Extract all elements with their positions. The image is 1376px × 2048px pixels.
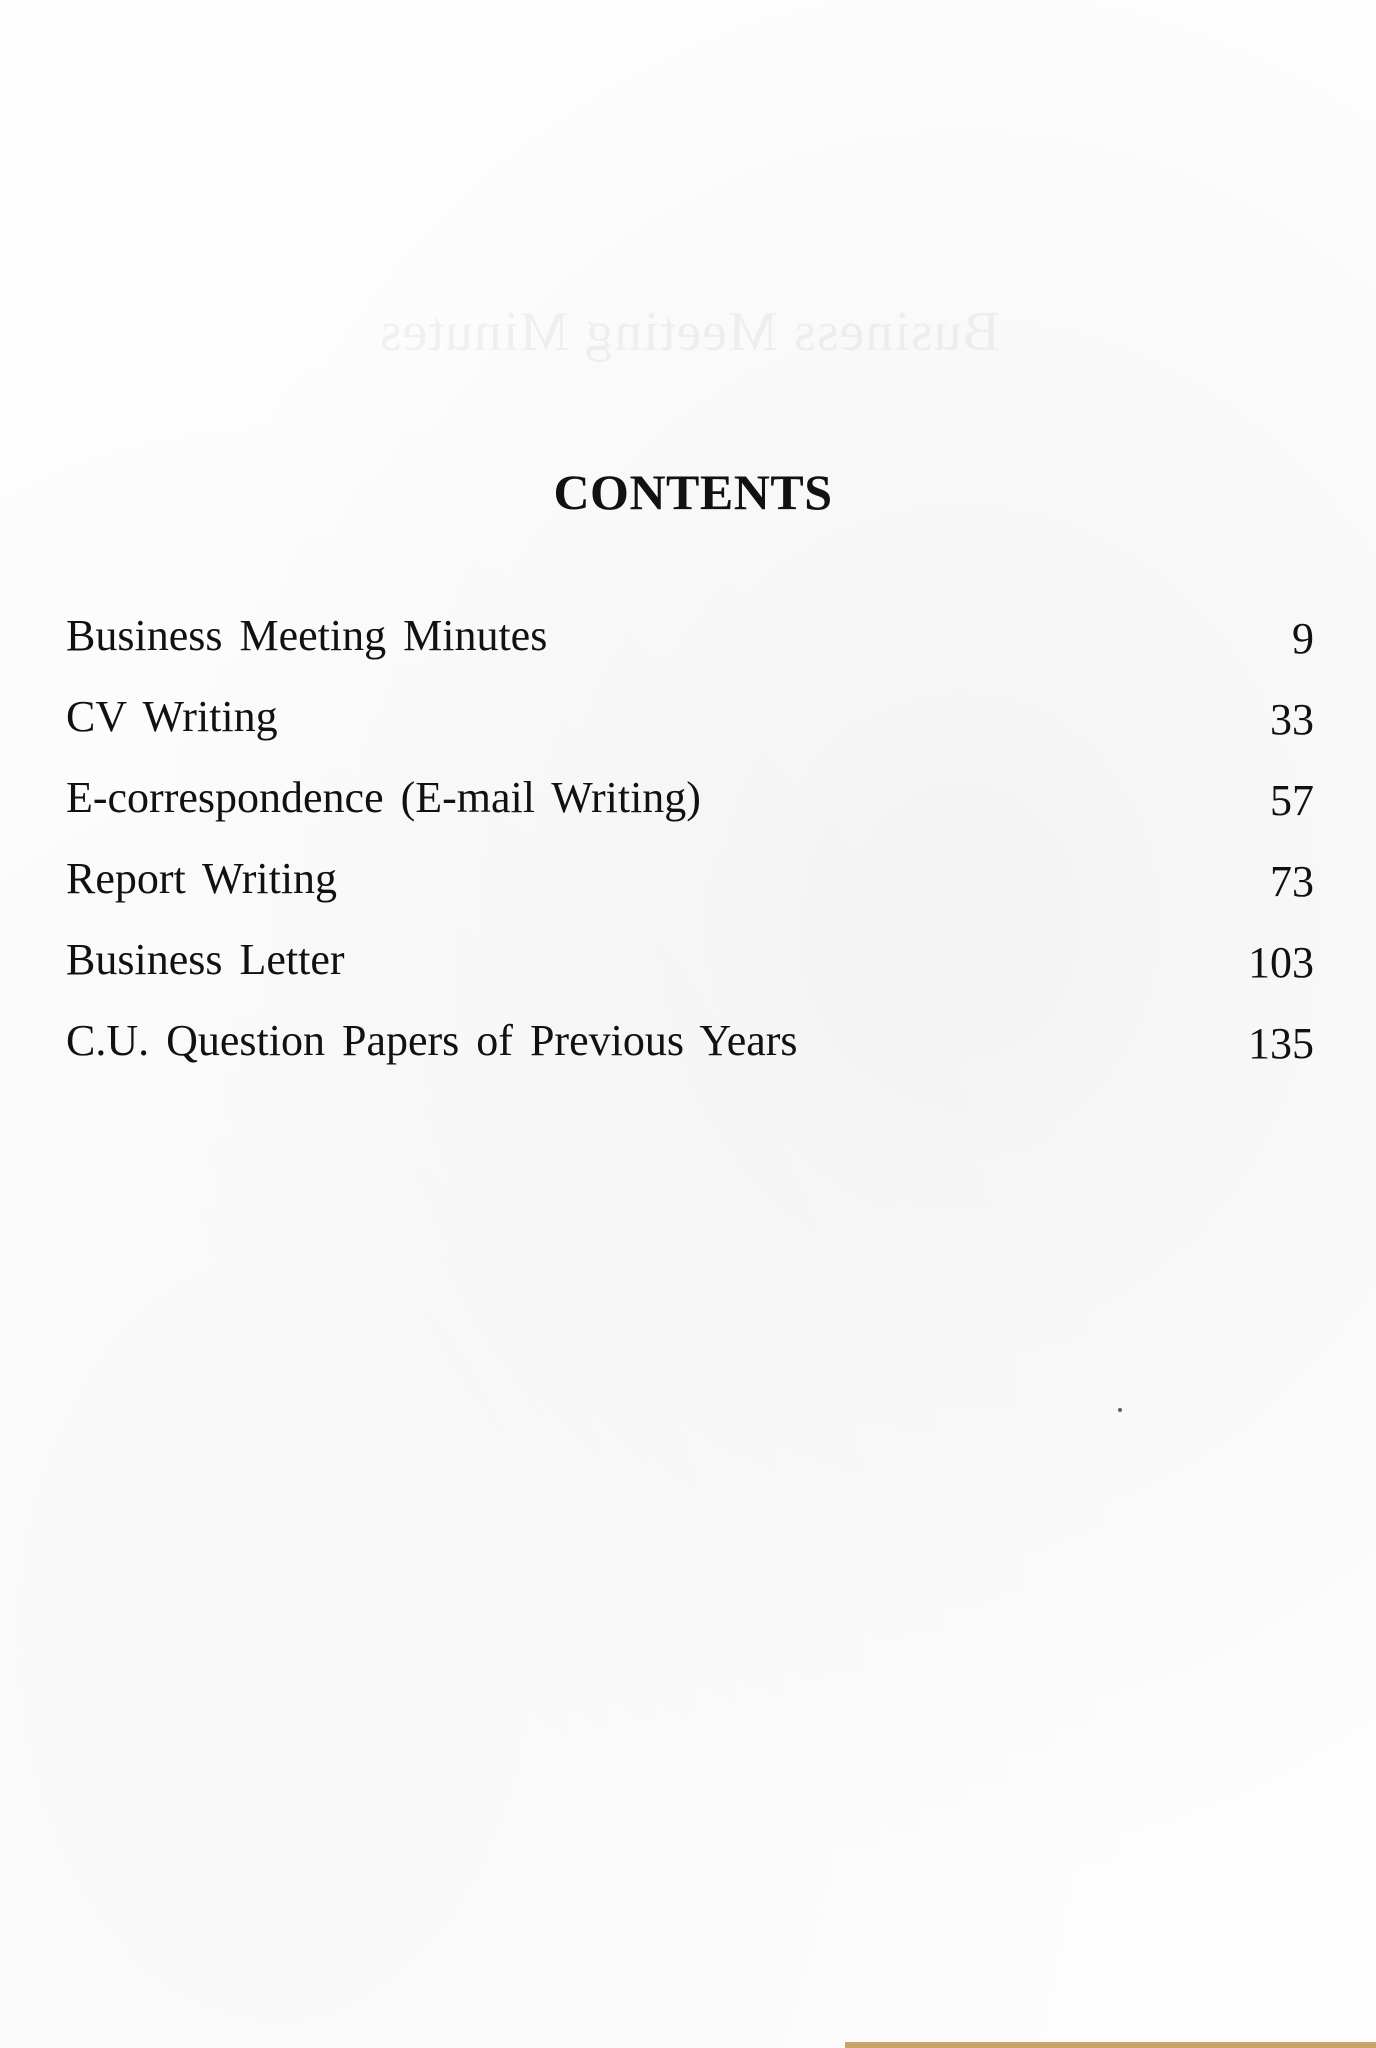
table-of-contents xyxy=(66,606,1314,1092)
toc-entry-page-number: 9 xyxy=(1292,614,1314,663)
toc-entry xyxy=(66,1011,1314,1092)
toc-entry-title: Business Meeting Minutes xyxy=(66,611,548,660)
toc-entry xyxy=(66,849,1314,930)
toc-entry xyxy=(66,687,1314,768)
toc-entry xyxy=(66,606,1314,687)
toc-entry-page-number: 135 xyxy=(1248,1019,1314,1068)
toc-entry-title: C.U. Question Papers of Previous Years xyxy=(66,1016,798,1065)
page-edge-strip xyxy=(845,2042,1376,2048)
toc-entry-page-number: 33 xyxy=(1270,695,1314,744)
toc-entry-title: Business Letter xyxy=(66,935,345,984)
toc-entry-page-number: 57 xyxy=(1270,776,1314,825)
bleed-through-text xyxy=(379,300,1000,364)
toc-entry-title: E-correspondence (E-mail Writing) xyxy=(66,773,701,822)
toc-entry xyxy=(66,930,1314,1011)
toc-entry-page-number: 103 xyxy=(1248,938,1314,987)
toc-entry-title: CV Writing xyxy=(66,692,278,741)
toc-entry-title: Report Writing xyxy=(66,854,338,903)
toc-entry-page-number: 73 xyxy=(1270,857,1314,906)
paper-speck xyxy=(1118,1408,1122,1412)
toc-entry xyxy=(66,768,1314,849)
page-title: CONTENTS xyxy=(553,464,833,520)
